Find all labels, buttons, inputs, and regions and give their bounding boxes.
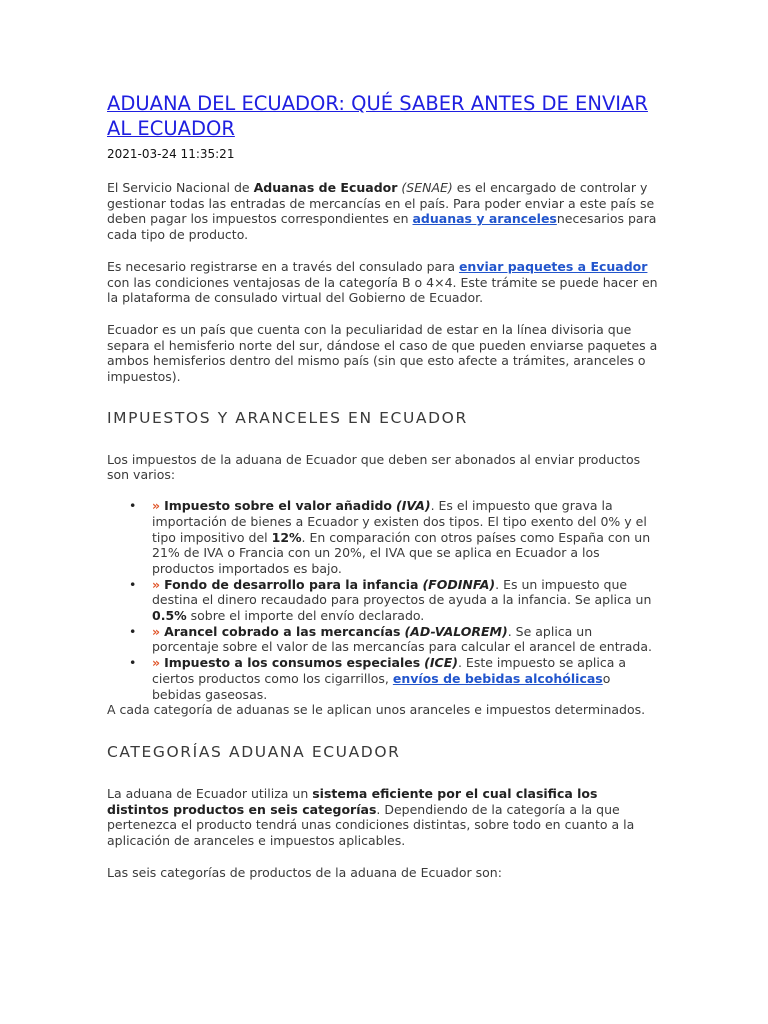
- article-date: 2021-03-24 11:35:21: [107, 147, 235, 161]
- text: con las condiciones ventajosas de la categoría B o 4×4. Este trámite se puede hacer en la plataforma de consulado virtual del Gobierno de Ecuador.: [107, 274, 658, 306]
- text: La aduana de Ecuador utiliza un: [107, 785, 313, 801]
- text: El Servicio Nacional de: [107, 180, 254, 195]
- text: sobre el importe del envío declarado.: [186, 608, 425, 624]
- bebidas-alcoholicas-link[interactable]: envíos de bebidas alcohólicas: [392, 670, 603, 686]
- enviar-paquetes-link[interactable]: enviar paquetes a Ecuador: [458, 258, 648, 274]
- categories-note-paragraph: A cada categoría de aduanas se le aplican unos aranceles e impuestos determinados.: [107, 702, 646, 718]
- text: Es necesario registrarse en a través del consulado para: [107, 258, 459, 274]
- tax-name: Fondo de desarrollo para la infancia: [164, 576, 419, 592]
- raquo-icon: »: [152, 655, 161, 671]
- text: . En comparación con otros países como España con un 21% de IVA o Francia con un 20%, el IVA que se aplica en Ecuador a los productos importados es bajo.: [152, 529, 651, 576]
- italic-text: (SENAE): [401, 180, 453, 195]
- article: [107, 91, 662, 881]
- tax-rate: 0.5%: [152, 608, 187, 624]
- bullet-icon: •: [129, 498, 137, 514]
- tax-abbr: (ICE): [424, 655, 458, 671]
- intro-paragraph: [107, 180, 662, 243]
- bold-text: Aduanas de Ecuador: [253, 180, 398, 195]
- tax-abbr: (IVA): [396, 498, 431, 514]
- heading-taxes: IMPUESTOS Y ARANCELES EN ECUADOR: [107, 408, 468, 427]
- list-item-fodinfa: [107, 577, 662, 624]
- list-item-advalorem: [107, 624, 662, 655]
- categories-paragraph: [107, 786, 662, 849]
- hemisphere-paragraph: Ecuador es un país que cuenta con la peculiaridad de estar en la línea divisoria que separa el hemisferio norte del sur, dándose el caso de que pueden enviarse paquetes a ambos hemisferios dentro del mismo país (sin que esto afecte a trámites, aranceles o impuestos).: [107, 321, 658, 385]
- text: es el encargado de controlar y gestionar todas las entradas de mercancías en el país. Para poder enviar a este país se deben pagar los impuestos correspondientes en: [107, 180, 655, 227]
- tax-name: Impuesto a los consumos especiales: [164, 655, 421, 671]
- bold-text: sistema eficiente por el cual clasifica los distintos productos en seis categorías: [107, 785, 598, 817]
- registration-paragraph: [107, 259, 662, 306]
- raquo-icon: »: [152, 498, 161, 514]
- bullet-icon: •: [129, 623, 137, 639]
- bullet-icon: •: [129, 655, 137, 671]
- tax-name: Arancel cobrado a las mercancías: [164, 623, 401, 639]
- tax-name: Impuesto sobre el valor añadido: [164, 498, 393, 514]
- text: o bebidas gaseosas.: [152, 670, 611, 702]
- text: . Dependiendo de la categoría a la que pertenezca el producto tendrá unas condiciones distintas, sobre todo en cuanto a la aplicación de aranceles e impuestos aplicables.: [107, 801, 635, 849]
- heading-categories: CATEGORÍAS ADUANA ECUADOR: [107, 742, 401, 761]
- text: . Se aplica un porcentaje sobre el valor de las mercancías para calcular el arancel de entrada.: [152, 623, 652, 655]
- text: necesarios para cada tipo de producto.: [107, 211, 657, 243]
- tax-abbr: (AD-VALOREM): [404, 623, 508, 639]
- list-item-ice: [107, 655, 662, 702]
- tax-list: [107, 498, 662, 702]
- six-categories-paragraph: Las seis categorías de productos de la aduana de Ecuador son:: [107, 864, 502, 880]
- tax-rate: 12%: [271, 529, 302, 545]
- bullet-icon: •: [129, 576, 137, 592]
- raquo-icon: »: [152, 576, 161, 592]
- list-item-iva: [107, 498, 662, 577]
- text: . Es el impuesto que grava la importación de bienes a Ecuador y existen dos tipos. El tipo exento del 0% y el tipo impositivo del: [152, 498, 647, 545]
- article-title[interactable]: ADUANA DEL ECUADOR: QUÉ SABER ANTES DE ENVIAR AL ECUADOR: [107, 92, 648, 140]
- raquo-icon: »: [152, 623, 161, 639]
- text: . Este impuesto se aplica a ciertos productos como los cigarrillos,: [152, 655, 627, 686]
- taxes-intro-paragraph: Los impuestos de la aduana de Ecuador que deben ser abonados al enviar productos son varios:: [107, 451, 641, 483]
- aduanas-aranceles-link[interactable]: aduanas y aranceles: [412, 211, 557, 227]
- tax-abbr: (FODINFA): [422, 576, 496, 592]
- text: . Es un impuesto que destina el dinero recaudado para proyectos de ayuda a la infancia. Se aplica un: [152, 576, 652, 608]
